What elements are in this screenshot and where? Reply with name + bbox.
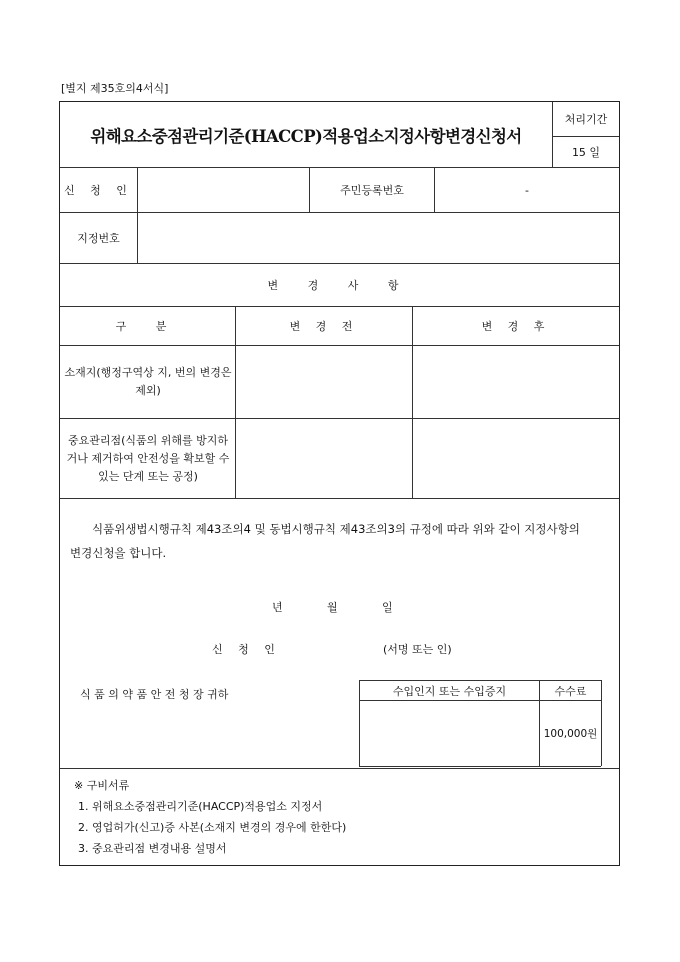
designation-number-field[interactable] — [138, 213, 619, 263]
required-doc-item: 3. 중요관리점 변경내용 설명서 — [78, 842, 227, 855]
required-doc-item: 2. 영업허가(신고)증 사본(소재지 변경의 경우에 한한다) — [78, 821, 347, 834]
ccp-row-label: 중요관리점(식품의 위해를 방지하거나 제거하여 안전성을 확보할 수 있는 단계 또는 공정) — [66, 433, 230, 483]
divider — [359, 766, 601, 767]
stamp-header: 수입인지 또는 수입증지 — [392, 684, 507, 698]
designation-number-label: 지정번호 — [77, 232, 120, 245]
resident-number-label: 주민등록번호 — [340, 184, 404, 197]
location-after-field[interactable] — [413, 346, 619, 418]
changes-heading: 변 경 사 항 — [267, 279, 412, 292]
recipient: 식 품 의 약 품 안 전 청 장 귀하 — [80, 688, 229, 701]
column-header-before: 변 경 전 — [289, 320, 359, 333]
date-day: 일 — [382, 601, 393, 614]
location-row-label: 소재지(행정구역상 지, 번의 변경은 제외) — [64, 366, 232, 397]
column-header-category: 구 분 — [115, 320, 180, 333]
stamp-area[interactable] — [360, 701, 539, 766]
ccp-after-field[interactable] — [413, 419, 619, 498]
required-docs-heading: ※ 구비서류 — [74, 779, 130, 792]
required-doc-item: 1. 위해요소중점관리기준(HACCP)적용업소 지정서 — [78, 800, 323, 813]
fee-header: 수수료 — [554, 684, 587, 698]
application-form — [59, 101, 620, 866]
date-year: 년 — [272, 601, 283, 614]
applicant-field[interactable] — [138, 168, 309, 212]
divider — [60, 498, 619, 499]
signature-label: 신 청 인 — [212, 643, 281, 656]
processing-period-label: 처리기간 — [564, 113, 608, 126]
form-title: 위해요소중점관리기준(HACCP)적용업소지정사항변경신청서 — [90, 126, 522, 146]
date-month: 월 — [327, 601, 338, 614]
processing-period-value: 15 일 — [571, 146, 601, 159]
column-header-after: 변 경 후 — [481, 320, 551, 333]
divider — [601, 680, 602, 766]
signature-note: (서명 또는 인) — [383, 643, 452, 656]
resident-number-field[interactable]: - — [525, 183, 529, 197]
ccp-before-field[interactable] — [236, 419, 412, 498]
divider — [60, 768, 619, 769]
application-statement: 식품위생법시행규칙 제43조의4 및 동법시행규칙 제43조의3의 규정에 따라 위와 같이 지정사항의 변경신청을 합니다. — [70, 522, 580, 560]
form-number-label: [별지 제35호의4서식] — [61, 82, 169, 95]
location-before-field[interactable] — [236, 346, 412, 418]
fee-value: 100,000원 — [543, 728, 598, 740]
applicant-label: 신 청 인 — [64, 184, 133, 197]
